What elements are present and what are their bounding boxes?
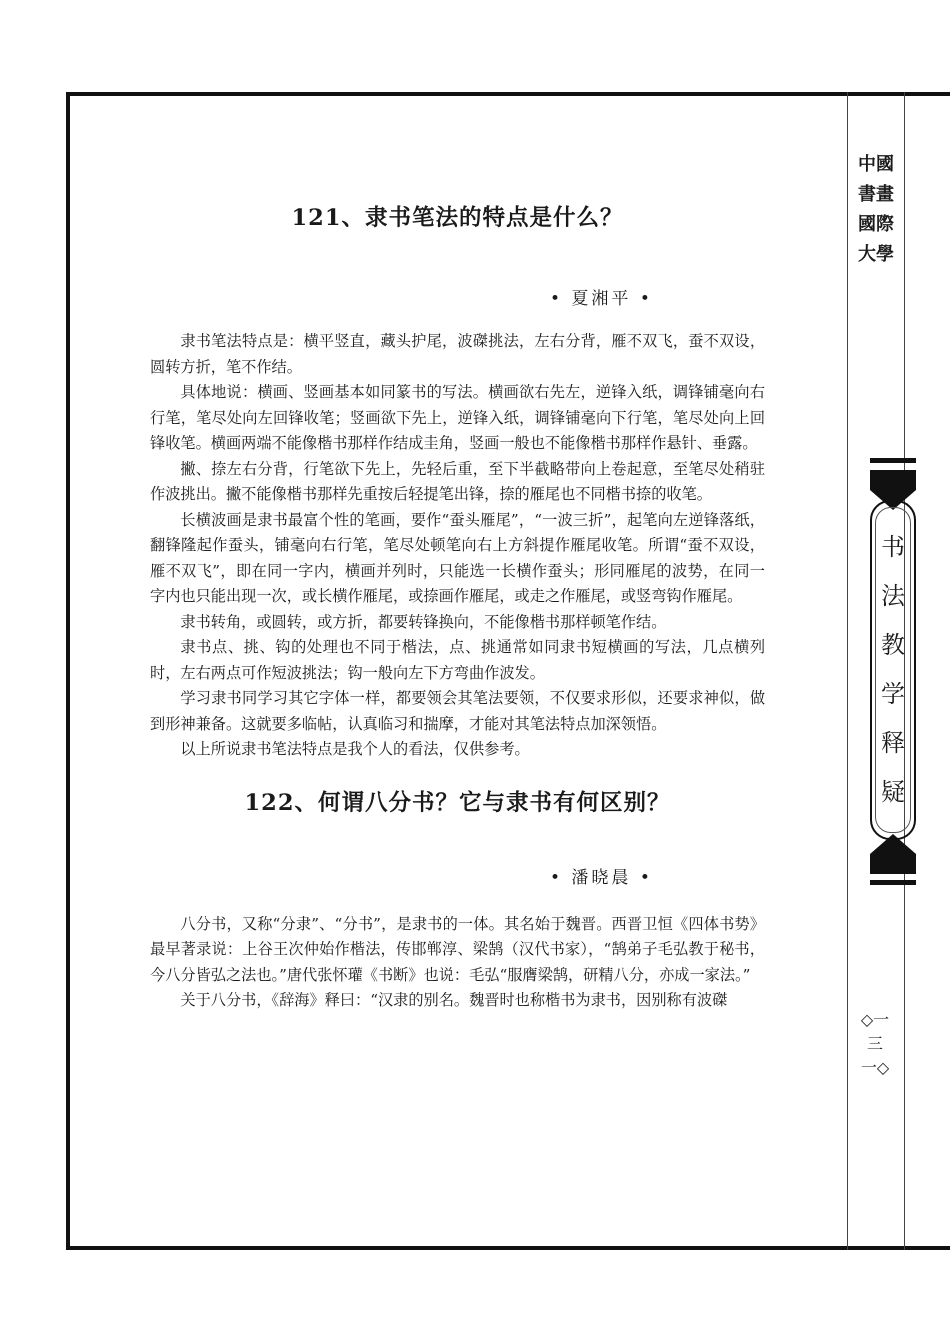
paragraph: 隶书点、挑、钩的处理也不同于楷法，点、挑通常如同隶书短横画的写法，几点横列时，左右两点可作短波挑法；钩一般向左下方弯曲作波发。 xyxy=(150,638,765,682)
paragraph: 隶书转角，或圆转，或方折，都要转锋换向，不能像楷书那样顿笔作结。 xyxy=(180,612,667,631)
book-title-panel-inner xyxy=(875,507,911,833)
paragraph: 以上所说隶书笔法特点是我个人的看法，仅供参考。 xyxy=(180,740,530,758)
paragraph: 学习隶书同学习其它字体一样，都要领会其笔法要领，不仅要求形似，还要求神似，做到形神兼备。这就要多临帖，认真临习和揣摩，才能对其笔法特点加深领悟。 xyxy=(150,689,765,733)
paragraph: 长横波画是隶书最富个性的笔画，要作“蚕头雁尾”，“一波三折”，起笔向左逆锋落纸，翻锋隆起作蚕头，铺毫向右行笔，笔尽处顿笔向右上方斜提作雁尾收笔。所谓“蚕不双设，雁不双飞”，即在同一字内，横画并列时，只能选一长横作蚕头；形同雁尾的波势，在同一字内也只能出现一次，或长横作雁尾，或捺画作雁尾，或走之作雁尾，或竖弯钩作雁尾。 xyxy=(150,510,765,605)
author-byline-121: • 夏湘平 • xyxy=(550,289,653,309)
main-content xyxy=(150,200,765,1014)
section-heading-122: 122、何谓八分书？它与隶书有何区别？ xyxy=(244,789,671,816)
margin-rule-inner xyxy=(847,92,848,1250)
panel-bottom-chevron xyxy=(870,832,916,874)
publication-name: 中國書畫國際大學 xyxy=(858,154,894,265)
book-title: 书法教学释疑 xyxy=(881,533,905,806)
page-number: ◇一三一◇ xyxy=(860,1010,890,1077)
paragraph: 具体地说：横画、竖画基本如同篆书的写法。横画欲右先左，逆锋入纸，调锋铺毫向右行笔，笔尽处向左回锋收笔；竖画欲下先上，逆锋入纸，调锋铺毫向下行笔，笔尽处向上回锋收笔。横画两端不能像楷书那样作结成圭角，竖画一般也不能像楷书那样作悬针、垂露。 xyxy=(150,383,765,452)
section-heading-121: 121、隶书笔法的特点是什么？ xyxy=(291,205,624,231)
section-body-122 xyxy=(150,912,765,1014)
paragraph: 撇、捺左右分背，行笔欲下先上，先轻后重，至下半截略带向上卷起意，至笔尽处稍驻作波挑出。撇不能像楷书那样先重按后轻提笔出锋，捺的雁尾也不同楷书捺的收笔。 xyxy=(150,459,765,503)
section-body-121 xyxy=(150,329,765,763)
author-byline-122: • 潘晓晨 • xyxy=(550,867,653,888)
paragraph: 关于八分书，《辞海》释曰：“汉隶的别名。魏晋时也称楷书为隶书，因别称有波磔 xyxy=(180,991,728,1009)
book-title-panel xyxy=(870,500,916,840)
panel-top-bar xyxy=(870,458,916,463)
paragraph: 隶书笔法特点是：横平竖直，藏头护尾，波磔挑法，左右分背，雁不双飞，蚕不双设，圆转方折，笔不作结。 xyxy=(150,332,765,376)
paragraph: 八分书，又称“分隶”、“分书”，是隶书的一体。其名始于魏晋。西晋卫恒《四体书势》最早著录说：上谷王次仲始作楷法，传邯郸淳、梁鹄（汉代书家），“鹄弟子毛弘教于秘书，今八分皆弘之法也。”唐代张怀瓘《书断》也说：毛弘“服膺梁鹄，研精八分，亦成一家法。” xyxy=(150,914,765,984)
panel-bottom-bar xyxy=(870,880,916,885)
